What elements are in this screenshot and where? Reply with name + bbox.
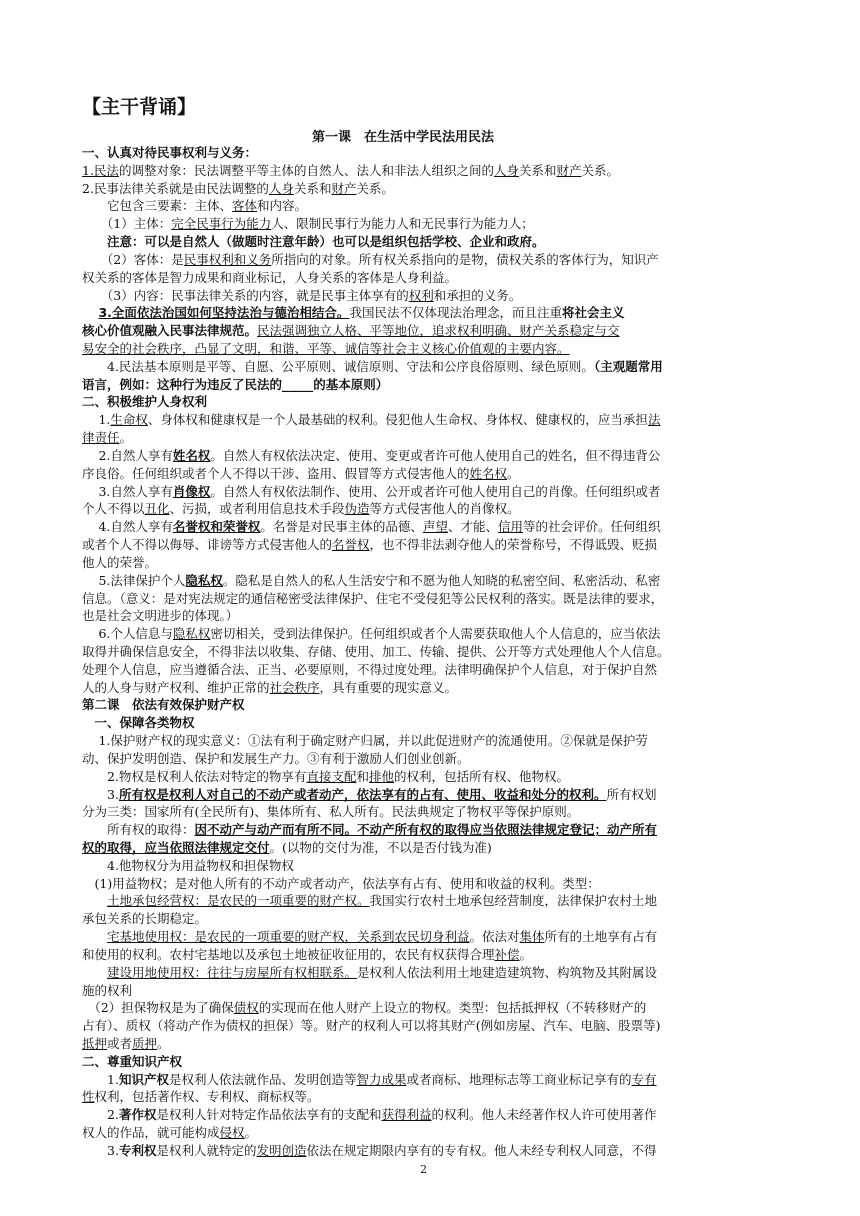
text-line xyxy=(82,715,195,731)
text-segment: 知识产权 xyxy=(118,1071,169,1087)
text-line xyxy=(82,893,657,909)
text-segment: 完全民事行为能力 xyxy=(171,216,272,232)
text-segment: 处理个人信息，应当遵循合法、正当、必要原则，不得过度处理。法律明确保护个人信息，对于保护自然 xyxy=(82,661,658,677)
text-segment xyxy=(82,305,98,320)
text-segment: 。依法对 xyxy=(469,929,520,945)
text-line xyxy=(82,858,294,874)
text-segment: 权利，包括著作权、专利权、商标权等。 xyxy=(94,1089,320,1105)
text-segment: 声望 xyxy=(422,519,448,535)
text-line xyxy=(82,270,457,286)
text-line xyxy=(82,501,520,517)
text-line xyxy=(82,1143,657,1159)
text-segment: 或者商标、地理标志等工商业标记享有的 xyxy=(406,1071,632,1087)
text-segment xyxy=(82,893,107,908)
text-segment: 的实现而在他人财产上设立的物权。类型：包括抵押权（不转移财产的 xyxy=(258,1000,647,1016)
text-segment: 人身 xyxy=(268,180,294,196)
text-line xyxy=(82,1072,657,1088)
text-segment: 4.民法基本原则是平等、自愿、公平原则、诚信原则、守法和公序良俗原则、绿色原则。 xyxy=(82,358,594,374)
text-line xyxy=(82,591,663,607)
text-segment: 施的权利 xyxy=(82,982,133,998)
text-segment: 。(以物的交付为准，不以是否付钱为准) xyxy=(269,839,492,855)
text-line xyxy=(82,430,132,446)
text-segment: ，也不得非法剥夺他人的荣誉称号，不得诋毁、贬损 xyxy=(369,537,658,553)
text-segment: 注意：可以是自然人（做题时注意年龄）也可以是组织包括学校、企业和政府。 xyxy=(82,234,545,250)
text-segment: 专利权 xyxy=(118,1142,157,1158)
text-segment: 发明创造 xyxy=(256,1142,307,1158)
text-line xyxy=(82,573,660,589)
text-segment: 智力成果 xyxy=(356,1071,407,1087)
text-segment: 。 xyxy=(519,946,533,962)
text-line xyxy=(82,216,534,232)
text-segment: 等的社会评价。任何组织 xyxy=(522,519,661,535)
text-segment: （3）内容：民事法律关系的内容，就是民事主体享有的 xyxy=(82,287,409,303)
text-line xyxy=(82,804,579,820)
text-line xyxy=(82,769,569,785)
text-segment: 。名誉是对民事主体的品德、 xyxy=(260,519,423,535)
text-segment: 占有）、质权（将动产作为债权的担保）等。财产的权利人可以将其财产(例如房屋、汽车、电脑、股票等) xyxy=(82,1018,661,1034)
text-segment: 名誉权和荣誉权 xyxy=(172,519,261,535)
text-segment xyxy=(82,965,107,980)
text-segment: 2.民事法律关系就是由民法调整的 xyxy=(82,180,269,196)
text-line xyxy=(82,840,492,856)
text-line xyxy=(82,145,257,161)
section-header: 【主干背诵】 xyxy=(82,96,197,118)
text-segment: 核心价值观融入民事法律规范。 xyxy=(82,323,258,339)
text-segment: 名誉权 xyxy=(332,537,370,553)
text-segment: 3. xyxy=(82,1142,119,1158)
text-segment: 因不动产与动产而有所不同。不动产所有权的取得应当依照法律规定登记；动产所有 xyxy=(194,822,658,838)
text-line xyxy=(82,1036,170,1052)
text-line xyxy=(82,929,657,945)
text-segment: 一、保障各类物权 xyxy=(82,715,195,731)
text-segment: 土地承包经营权：是农民的一项重要的财产权。 xyxy=(107,893,370,909)
text-segment: 。自然人有权依法决定、使用、变更或者许可他人使用自己的姓名，但不得违背公 xyxy=(210,447,661,463)
text-segment: 我国实行农村土地承包经营制度，法律保护农村土地 xyxy=(369,893,658,909)
text-segment: 专有 xyxy=(631,1071,657,1087)
text-segment: 或者 xyxy=(107,1036,133,1051)
text-line xyxy=(82,626,660,642)
text-segment: 权的取得，应当依照法律规定交付 xyxy=(82,839,270,855)
text-segment: 信用 xyxy=(497,519,523,535)
text-segment: 质押 xyxy=(132,1036,158,1051)
text-line xyxy=(82,1107,657,1123)
text-line xyxy=(82,394,207,410)
text-line xyxy=(82,947,532,963)
text-segment: 侵权 xyxy=(219,1125,245,1141)
course-title: 第一课 在生活中学民法用民法 xyxy=(312,130,495,145)
text-segment: 权关系的客体是智力成果和商业标记，人身关系的客体是人身利益。 xyxy=(82,269,458,285)
text-segment: 关系。 xyxy=(581,162,620,178)
text-line xyxy=(82,680,457,696)
text-line xyxy=(82,448,660,464)
text-line xyxy=(82,181,394,197)
text-line xyxy=(82,644,670,660)
text-segment: 社会秩序 xyxy=(269,679,320,695)
text-segment: 人的人身与财产权利、维护正常的 xyxy=(82,679,270,695)
text-line xyxy=(82,965,657,981)
text-segment: 权人的作品，就可能构成 xyxy=(82,1125,220,1141)
text-segment: 序良俗。任何组织或者个人不得以干涉、盗用、假冒等方式侵害他人的 xyxy=(82,465,470,481)
text-segment: 和内容。 xyxy=(257,198,308,214)
text-segment: 伪造 xyxy=(344,501,370,517)
text-segment: 二、尊重知识产权 xyxy=(82,1053,183,1069)
text-segment: 1.民法 xyxy=(82,162,119,178)
text-line xyxy=(82,341,570,357)
text-line xyxy=(82,697,245,713)
text-segment: 性 xyxy=(82,1089,95,1105)
text-segment: 取得并确保信息安全，不得非法以收集、存储、使用、加工、传输、提供、公开等方式处理他人个人信息。 xyxy=(82,643,670,659)
text-segment: 2.物权是权利人依法对特定的物享有 xyxy=(82,768,307,784)
text-segment: 债权 xyxy=(233,1000,259,1016)
text-segment: 或者个人不得以侮辱、诽谤等方式侵害他人的 xyxy=(82,537,333,553)
text-line xyxy=(82,822,657,838)
text-segment: 律责任 xyxy=(82,430,120,446)
text-line xyxy=(82,1089,320,1105)
text-segment: 1. xyxy=(82,1071,119,1087)
text-line xyxy=(82,733,648,749)
text-segment xyxy=(82,929,107,944)
text-segment: 信息。（意义：是对宪法规定的通信秘密受法律保护、住宅不受侵犯等公民权利的落实。既是法律的要求， xyxy=(82,590,664,606)
text-segment: 分为三类：国家所有(全民所有)、集体所有、私人所有。民法典规定了物权平等保护原则。 xyxy=(82,804,580,820)
text-line xyxy=(82,466,520,482)
text-line xyxy=(82,983,132,999)
text-line xyxy=(82,163,619,179)
text-line xyxy=(82,876,600,892)
text-segment: 一、认真对待民事权利与义务： xyxy=(82,145,258,160)
text-segment: 语言，例如：这种行为违反了民法的_____的基本原则） xyxy=(82,376,389,392)
text-segment: （1）主体： xyxy=(82,216,172,232)
text-segment: 和 xyxy=(356,768,369,784)
text-segment: 4.他物权分为用益物权和担保物权 xyxy=(82,857,294,873)
text-segment: 3. xyxy=(82,786,119,802)
text-segment: 民事权利和义务 xyxy=(183,251,272,267)
text-segment: 他人的荣誉。 xyxy=(82,554,158,570)
text-segment: 和承担的义务。 xyxy=(433,287,522,303)
text-segment: 和使用的权利。农村宅基地以及承包土地被征收征用的，农民有权获得合理 xyxy=(82,946,495,962)
text-segment: 3.全面依法治国如何坚持法治与德治相结合。 xyxy=(98,305,350,321)
text-segment: 1. xyxy=(82,412,111,428)
text-segment: 建设用地使用权：往往与房屋所有权相联系。 xyxy=(107,964,358,980)
text-line xyxy=(82,305,624,321)
text-line xyxy=(82,288,521,304)
text-segment: 补偿 xyxy=(494,946,520,962)
text-line xyxy=(82,537,657,553)
text-segment: 法 xyxy=(647,412,661,428)
text-segment: 易安全的社会秩序，凸显了文明，和谐、平等、诚信等社会主义核心价值观的主要内容。 xyxy=(82,341,570,357)
text-segment: 宅基地使用权：是农民的一项重要的财产权，关系到农民切身利益 xyxy=(107,929,470,945)
text-segment: 、身体权和健康权是一个人最基础的权利。侵犯他人生命权、身体权、健康权的，应当承担 xyxy=(147,412,648,428)
text-segment: 是权利人依法利用土地建造建筑物、构筑物及其附属设 xyxy=(357,964,658,980)
text-segment: （2）客体：是 xyxy=(82,251,184,267)
text-line xyxy=(82,359,663,375)
text-line xyxy=(82,911,207,927)
text-line xyxy=(82,1000,646,1016)
text-segment: 是权利人针对特定作品依法享有的支配和 xyxy=(156,1107,382,1123)
text-segment: 将社会主义 xyxy=(561,305,625,321)
text-segment: (1)用益物权；是对他人所有的不动产或者动产，依法享有占有、使用和收益的权利。类型： xyxy=(82,875,600,891)
text-segment: 关系和 xyxy=(518,162,557,178)
text-segment: 生命权 xyxy=(110,412,148,428)
text-segment: 。 xyxy=(507,465,520,481)
text-segment: 是权利人依法就作品、发明创造等 xyxy=(168,1071,357,1087)
text-segment: 所有权的取得： xyxy=(82,822,195,838)
text-segment: ，具有重要的现实意义。 xyxy=(319,679,458,695)
text-segment: 。自然人有权依法制作、使用、公开或者许可他人使用自己的肖像。任何组织或者 xyxy=(210,483,661,499)
text-line xyxy=(82,377,388,393)
text-segment: 民法强调独立人格、平等地位，追求权利明确、财产关系稳定与交 xyxy=(257,323,620,339)
text-segment: 隐私权 xyxy=(185,572,223,588)
text-line xyxy=(82,323,620,339)
text-segment: 也是社会文明进步的体现。） xyxy=(82,608,239,624)
text-segment: 的调整对象：民法调整平等主体的自然人、法人和非法人组织之间的 xyxy=(118,162,494,178)
text-segment: 密切相关，受到法律保护。任何组织或者个人需要获取他人个人信息的，应当依法 xyxy=(210,626,661,642)
text-segment: 6.个人信息与 xyxy=(82,626,173,642)
text-segment: 。 xyxy=(157,1036,170,1051)
text-segment: 人身 xyxy=(493,162,519,178)
text-segment: 动、保护发明创造、保护和发展生产力。③有利于激励人们创业创新。 xyxy=(82,750,470,766)
text-segment: 的权利。他人未经著作权人许可使用著作 xyxy=(431,1107,657,1123)
text-segment: 获得利益 xyxy=(381,1107,432,1123)
text-segment: 财产 xyxy=(556,162,582,178)
text-segment: 依法在规定期限内享有的专有权。他人未经专利权人同意，不得 xyxy=(306,1142,657,1158)
text-segment: 肖像权 xyxy=(172,483,211,499)
text-segment: 3.自然人享有 xyxy=(82,483,173,499)
text-segment: 隐私权 xyxy=(172,626,211,642)
text-segment: 集体 xyxy=(519,929,545,945)
text-segment: （主观题常用 xyxy=(593,358,663,374)
text-line xyxy=(82,662,657,678)
text-line xyxy=(82,519,661,535)
text-segment: 它包含三要素：主体、 xyxy=(82,198,233,214)
text-segment: 所有的土地享有占有 xyxy=(544,929,658,945)
text-segment: 所有权划 xyxy=(606,786,657,802)
text-line xyxy=(82,1018,661,1034)
text-segment: 直接支配 xyxy=(306,768,357,784)
text-segment: 排他 xyxy=(368,768,394,784)
text-line xyxy=(82,1054,182,1070)
text-line xyxy=(82,608,238,624)
text-line xyxy=(82,555,157,571)
text-segment: 姓名权 xyxy=(172,447,211,463)
page-number: 2 xyxy=(420,1163,427,1176)
text-segment: 权利 xyxy=(408,287,434,303)
text-segment: 4.自然人享有 xyxy=(82,519,173,535)
text-segment: 人、限制民事行为能力人和无民事行为能力人； xyxy=(271,216,534,232)
text-line xyxy=(82,412,660,428)
text-segment: 著作权 xyxy=(118,1107,157,1123)
text-segment: 、才能、 xyxy=(447,519,498,535)
text-segment: 。 xyxy=(244,1125,258,1141)
text-segment: 等方式侵害他人的肖像权。 xyxy=(369,501,520,517)
text-segment: 丑化 xyxy=(144,501,170,517)
text-segment: 2. xyxy=(82,1107,119,1123)
text-segment: 、污损，或者利用信息技术手段 xyxy=(169,501,345,517)
text-segment: 5.法律保护个人 xyxy=(82,572,186,588)
text-segment: 2.自然人享有 xyxy=(82,447,173,463)
text-segment: 所有权是权利人对自己的不动产或者动产，依法享有的占有、使用、收益和处分的权利。 xyxy=(118,786,607,802)
text-segment: 姓名权 xyxy=(469,465,508,481)
text-line xyxy=(82,234,545,250)
text-segment: 抵押 xyxy=(82,1036,108,1051)
text-segment: 关系和 xyxy=(293,180,332,196)
text-line xyxy=(82,787,656,803)
text-line xyxy=(82,252,659,268)
text-segment: 的权利，包括所有权、他物权。 xyxy=(393,768,569,784)
text-segment: 。隐私是自然人的私人生活安宁和不愿为他人知晓的私密空间、私密活动、私密 xyxy=(222,572,661,588)
text-segment: 客体 xyxy=(232,198,258,214)
text-segment: （2）担保物权是为了确保 xyxy=(82,1000,234,1016)
text-segment: 1.保护财产权的现实意义：①法有利于确定财产归属，并以此促进财产的流通使用。②保就是保护劳 xyxy=(82,733,648,749)
text-segment: 个人不得以 xyxy=(82,501,145,517)
text-segment: 。 xyxy=(119,430,133,446)
text-segment: 关系。 xyxy=(356,180,394,196)
text-line xyxy=(82,198,307,214)
text-line xyxy=(82,484,660,500)
text-segment: 二、积极维护人身权利 xyxy=(82,394,208,410)
text-segment: 是权利人就特定的 xyxy=(156,1142,257,1158)
text-segment: 所指向的对象。所有权关系指向的是物，债权关系的客体行为，知识产 xyxy=(271,251,659,267)
text-line xyxy=(82,1125,257,1141)
text-line xyxy=(82,751,470,767)
text-segment: 第二课 依法有效保护财产权 xyxy=(82,697,245,713)
text-segment: 承包关系的长期稳定。 xyxy=(82,911,208,927)
text-segment: 我国民法不仅体现法治理念，而且注重 xyxy=(349,305,562,321)
text-segment: 财产 xyxy=(331,180,357,196)
